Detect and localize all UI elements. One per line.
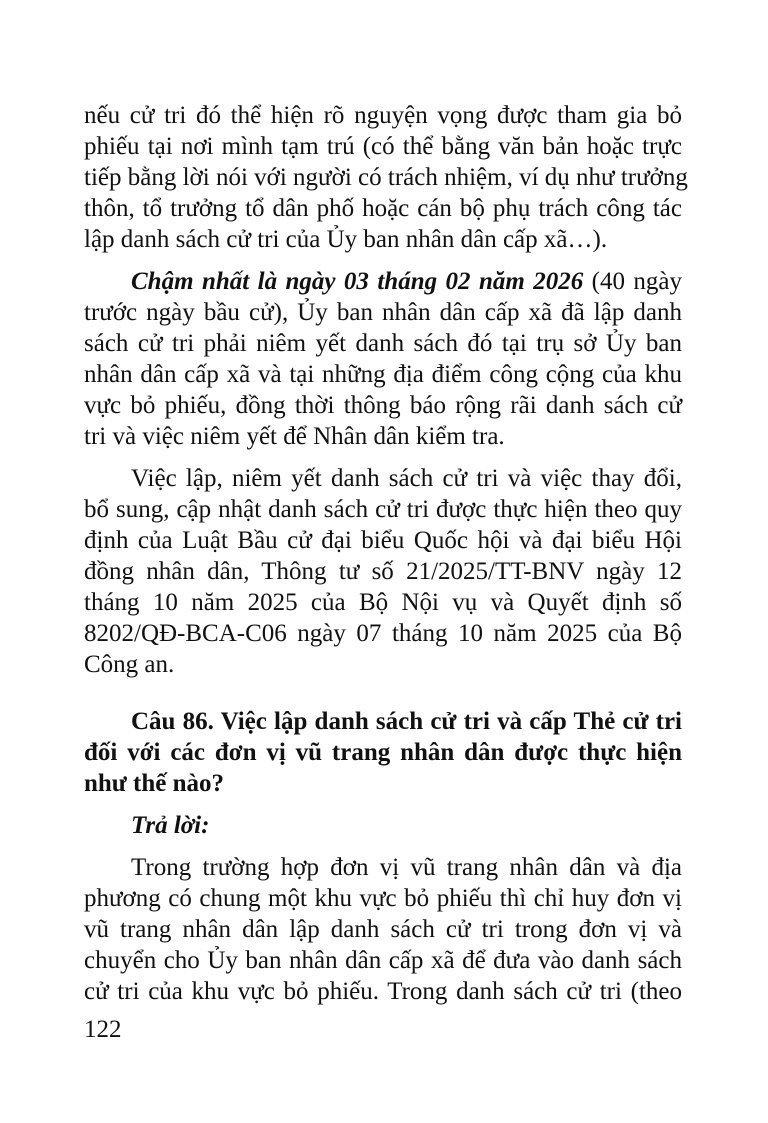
text-line: thôn, tổ trưởng tổ dân phố hoặc cán bộ phụ trách công tác [84,195,682,222]
text-line: vực bỏ phiếu, đồng thời thông báo rộng rãi danh sách cử [84,392,682,419]
question-line: đối với các đơn vị vũ trang nhân dân được thực hiện [84,739,682,766]
text-line [84,266,682,297]
paragraph-regulation [84,463,682,680]
text-line: Việc lập, niêm yết danh sách cử tri và việc thay đổi, [131,465,682,492]
text-line: nếu cử tri đó thể hiện rõ nguyện vọng được tham gia bỏ [84,102,682,129]
text-line: lập danh sách cử tri của Ủy ban nhân dân cấp xã…). [84,226,608,253]
page-number: 122 [84,1016,122,1043]
text-line: tiếp bằng lời nói với người có trách nhiệm, ví dụ như trưởng [84,164,688,191]
text-line: định của Luật Bầu cử đại biểu Quốc hội và đại biểu Hội [84,527,682,554]
text-line: cử tri của khu vực bỏ phiếu. Trong danh sách cử tri (theo [84,978,682,1005]
paragraph-continuation [84,100,688,255]
text-line: nhân dân cấp xã và tại những địa điểm công cộng của khu [84,361,682,388]
text-line: phiếu tại nơi mình tạm trú (có thể bằng văn bản hoặc trực [84,133,682,160]
text-span: (40 ngày [583,268,683,295]
answer-label: Trả lời: [131,812,210,839]
deadline-emphasis: Chậm nhất là ngày 03 tháng 02 năm 2026 [131,268,584,295]
text-line: đồng nhân dân, Thông tư số 21/2025/TT-BNV ngày 12 [84,558,682,585]
text-line: sách cử tri phải niêm yết danh sách đó tại trụ sở Ủy ban [84,330,682,357]
text-line: tháng 10 năm 2025 của Bộ Nội vụ và Quyết định số [84,589,682,616]
paragraph-deadline [84,266,682,452]
text-line: Công an. [84,651,175,678]
question-line: Câu 86. Việc lập danh sách cử tri và cấp Thẻ cử tri [131,708,682,735]
text-line: tri và việc niêm yết để Nhân dân kiểm tra. [84,423,505,450]
question-heading [84,706,682,799]
text-line: chuyển cho Ủy ban nhân dân cấp xã để đưa vào danh sách [84,947,682,974]
text-line: 8202/QĐ-BCA-C06 ngày 07 tháng 10 năm 2025 của Bộ [84,620,682,647]
text-line: vũ trang nhân dân lập danh sách cử tri trong đơn vị và [84,916,682,943]
text-line: bổ sung, cập nhật danh sách cử tri được thực hiện theo quy [84,496,682,523]
paragraph-answer [84,852,682,1007]
text-line: phương có chung một khu vực bỏ phiếu thì chỉ huy đơn vị [84,885,682,912]
text-line: Trong trường hợp đơn vị vũ trang nhân dân và địa [131,854,682,881]
page-content [84,100,688,1007]
question-line: như thế nào? [84,770,225,797]
text-line: trước ngày bầu cử), Ủy ban nhân dân cấp xã đã lập danh [84,299,682,326]
